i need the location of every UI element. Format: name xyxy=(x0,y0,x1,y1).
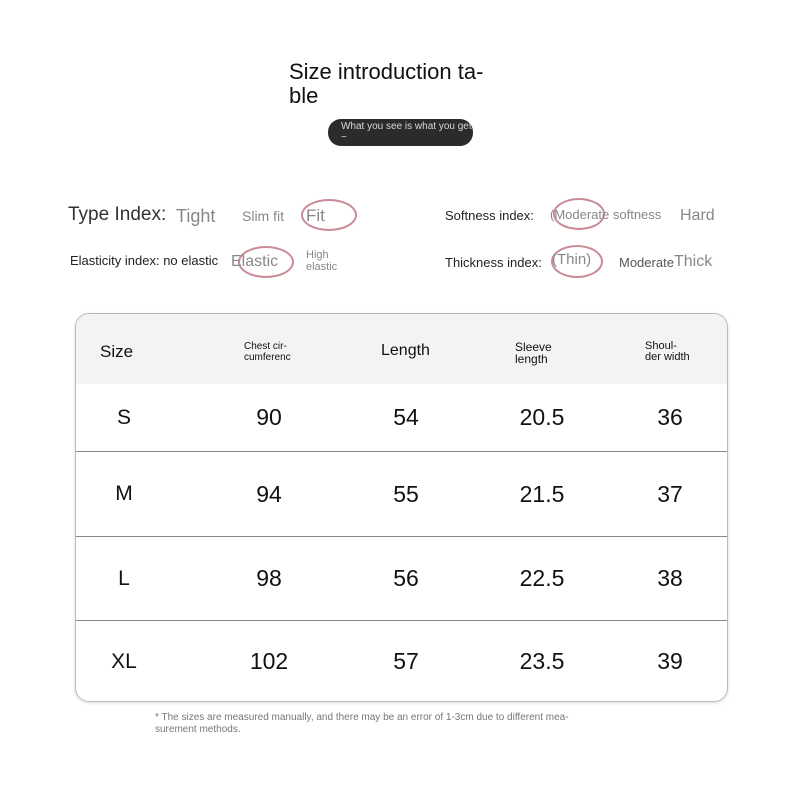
header-size: Size xyxy=(100,342,134,361)
size-cell: L xyxy=(118,566,130,590)
header-sleeve: Sleeve length xyxy=(515,340,552,366)
length-cell: 56 xyxy=(393,565,419,591)
type-option-tight: Tight xyxy=(176,206,216,226)
type-index-label: Type Index: xyxy=(68,204,167,225)
shoulder-cell: 37 xyxy=(657,480,683,507)
sleeve-cell: 23.5 xyxy=(519,648,565,674)
type-option-fit: Fit xyxy=(306,206,325,225)
sleeve-cell: 22.5 xyxy=(519,565,565,591)
thickness-option-moderate: Moderate xyxy=(619,255,674,270)
size-table xyxy=(75,313,728,702)
size-cell: S xyxy=(116,405,131,429)
table-header xyxy=(76,314,727,384)
sleeve-cell: 21.5 xyxy=(519,480,565,507)
thickness-option-thick: Thick xyxy=(674,253,713,270)
table-row xyxy=(76,451,727,536)
table-row xyxy=(76,384,727,451)
chest-cell: 90 xyxy=(256,404,282,430)
shoulder-cell: 38 xyxy=(657,565,683,591)
size-cell: XL xyxy=(111,649,137,673)
length-cell: 54 xyxy=(393,404,419,430)
header-shoulder: Shoul- der width xyxy=(645,340,690,363)
softness-option-moderate: (Moderate softness xyxy=(550,207,662,222)
elasticity-index-label: Elasticity index: no elastic xyxy=(70,253,219,268)
header-chest: Chest cir- cumferenc xyxy=(244,341,291,363)
thickness-option-thin: (Thin) xyxy=(552,251,592,268)
table-row xyxy=(76,536,727,620)
sleeve-cell: 20.5 xyxy=(519,404,565,430)
header-length: Length xyxy=(381,342,430,359)
measurement-note: * The sizes are measured manually, and there may be an error of 1-3cm due to different mea- surement methods. xyxy=(155,712,569,735)
chest-cell: 98 xyxy=(256,565,282,591)
page-title: Size introduction ta- ble xyxy=(289,59,484,108)
size-cell: M xyxy=(115,482,133,505)
chest-cell: 102 xyxy=(249,648,289,674)
tagline-badge: What you see is what you get ~ xyxy=(328,119,473,146)
chest-cell: 94 xyxy=(256,480,282,507)
softness-option-hard: Hard xyxy=(680,207,715,224)
shoulder-cell: 36 xyxy=(657,404,683,430)
elasticity-option-high-elastic: High elastic xyxy=(306,249,338,273)
thickness-index-label: Thickness index: xyxy=(445,255,542,270)
table-row xyxy=(76,620,727,702)
shoulder-cell: 39 xyxy=(657,648,683,674)
length-cell: 57 xyxy=(393,648,419,674)
elasticity-option-elastic: Elastic xyxy=(231,253,279,270)
length-cell: 55 xyxy=(393,480,419,507)
softness-index-label: Softness index: xyxy=(445,208,534,223)
type-option-slim-fit: Slim fit xyxy=(242,208,284,224)
